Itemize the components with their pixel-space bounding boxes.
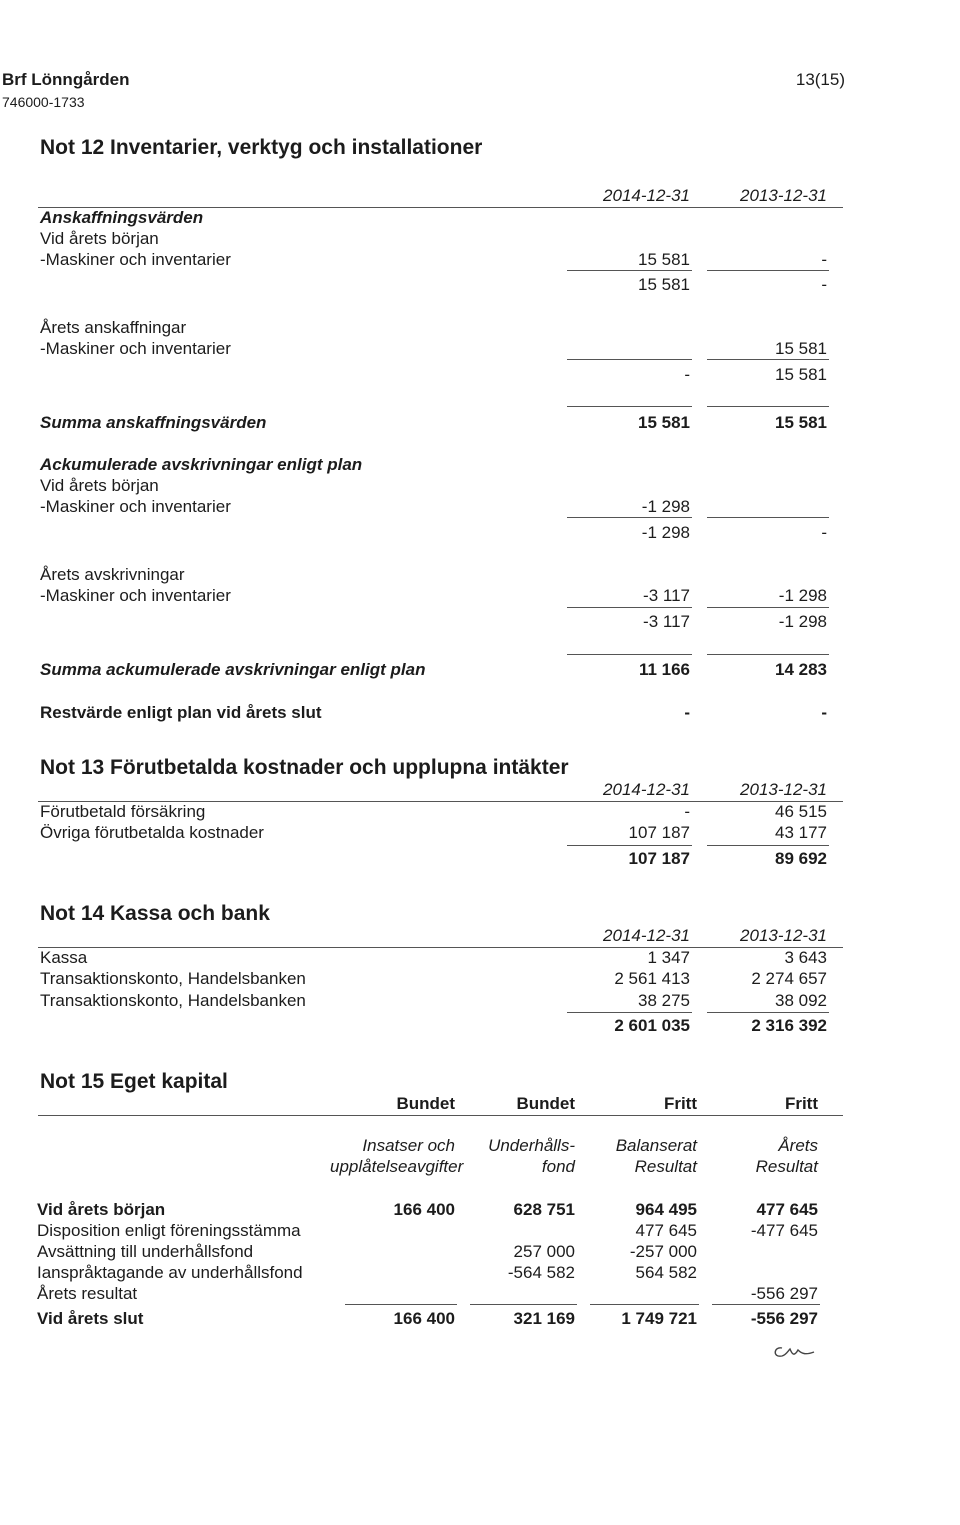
rule [567,359,692,360]
rule [345,1304,457,1305]
acquisition-heading: Anskaffningsvärden [40,208,204,227]
dep-year-sum-2014: -3 117 [643,612,690,631]
note14-row-label: Transaktionskonto, Handelsbanken [40,991,306,1010]
equity-cell: 321 169 [513,1309,575,1328]
depreciation-total-2013: 14 283 [775,660,827,679]
equity-col2-sub1: Underhålls- [488,1136,575,1155]
rule [707,1012,829,1013]
purchases-label: Årets anskaffningar [40,318,187,337]
note13-row-label: Förutbetald försäkring [40,802,206,821]
equity-cell: 166 400 [393,1309,455,1328]
equity-cell: -556 297 [750,1309,818,1328]
note14-row-2014: 1 347 [647,948,690,967]
equity-cell: 564 582 [635,1263,697,1282]
equity-cell: 166 400 [393,1200,455,1219]
depreciation-heading: Ackumulerade avskrivningar enligt plan [40,455,363,474]
dep-year-sum-2013: -1 298 [778,612,827,631]
purchases-machines-2013: 15 581 [775,339,827,358]
residual-value-label: Restvärde enligt plan vid årets slut [40,703,322,722]
note13-col1-header: 2014-12-31 [603,780,690,799]
note12-col2-header: 2013-12-31 [740,186,827,205]
rule [712,1304,820,1305]
rule [567,270,692,271]
acquisition-total-2013: 15 581 [775,413,827,432]
rule [567,607,692,608]
rule [567,1012,692,1013]
note13-col2-header: 2013-12-31 [740,780,827,799]
equity-cell: -556 297 [750,1284,818,1303]
note12-title: Not 12 Inventarier, verktyg och installationer [40,136,483,159]
note13-row-2014: 107 187 [628,823,690,842]
dep-start-label: Vid årets början [40,476,159,495]
acq-start-machines-2014: 15 581 [638,250,690,269]
equity-row-label: Ianspråktagande av underhållsfond [37,1263,303,1282]
acq-start-label: Vid årets början [40,229,159,248]
handwritten-initials [772,1342,816,1360]
note14-row-2013: 38 092 [775,991,827,1010]
equity-type-3: Fritt [663,1094,697,1113]
purchases-sum-2014: - [684,365,690,384]
equity-cell: -564 582 [507,1263,575,1282]
equity-row-label: Disposition enligt föreningsstämma [37,1221,301,1240]
note14-total-2014: 2 601 035 [614,1016,690,1035]
depreciation-total-2014: 11 166 [638,660,690,679]
acq-start-sum-2013: - [821,275,827,294]
dep-start-sum-2013: - [821,523,827,542]
note14-total-2013: 2 316 392 [751,1016,827,1035]
org-name: Brf Lönngården [2,70,130,89]
note14-title: Not 14 Kassa och bank [40,902,270,925]
residual-value-2013: - [821,703,827,722]
note13-row-2013: 46 515 [775,802,827,821]
dep-year-machines-2013: -1 298 [778,586,827,605]
equity-row-label: Avsättning till underhållsfond [37,1242,254,1261]
page-number: 13(15) [795,70,845,89]
equity-col4-sub1: Årets [778,1136,818,1155]
rule [707,845,829,846]
equity-col3-sub2: Resultat [634,1157,697,1176]
depreciation-total-label: Summa ackumulerade avskrivningar enligt plan [40,660,426,679]
acquisition-total-2014: 15 581 [638,413,690,432]
rule [590,1304,699,1305]
note13-title: Not 13 Förutbetalda kostnader och upplupna intäkter [40,756,569,779]
rule [567,517,692,518]
equity-cell: -257 000 [629,1242,697,1261]
note13-total-2013: 89 692 [775,849,827,868]
rule [707,517,829,518]
note15-title: Not 15 Eget kapital [40,1070,228,1093]
rule [567,654,692,655]
note13-row-label: Övriga förutbetalda kostnader [40,823,264,842]
rule [707,607,829,608]
note14-row-2014: 38 275 [638,991,690,1010]
purchases-machines-label: -Maskiner och inventarier [40,339,231,358]
purchases-sum-2013: 15 581 [775,365,827,384]
dep-start-machines-label: -Maskiner och inventarier [40,497,231,516]
note14-row-label: Transaktionskonto, Handelsbanken [40,969,306,988]
dep-year-machines-label: -Maskiner och inventarier [40,586,231,605]
equity-cell: -477 645 [750,1221,818,1240]
note15-header-rule [38,1115,843,1116]
rule [707,406,829,407]
equity-cell: 628 751 [513,1200,575,1219]
equity-type-4: Fritt [784,1094,818,1113]
equity-row-label: Vid årets slut [37,1309,144,1328]
acq-start-machines-2013: - [821,250,827,269]
acq-start-sum-2014: 15 581 [638,275,690,294]
equity-type-1: Bundet [396,1094,455,1113]
equity-row-label: Vid årets början [37,1200,166,1219]
acquisition-total-label: Summa anskaffningsvärden [40,413,267,432]
rule [567,845,692,846]
equity-row-label: Årets resultat [37,1284,138,1303]
rule [707,654,829,655]
equity-cell: 964 495 [635,1200,697,1219]
rule [470,1304,577,1305]
equity-col4-sub2: Resultat [755,1157,818,1176]
equity-col2-sub2: fond [541,1157,575,1176]
note12-col1-header: 2014-12-31 [603,186,690,205]
note14-col2-header: 2013-12-31 [740,926,827,945]
equity-col1-sub1: Insatser och [362,1136,455,1155]
dep-start-machines-2014: -1 298 [641,497,690,516]
note13-row-2014: - [684,802,690,821]
note14-row-2013: 3 643 [784,948,827,967]
rule [567,406,692,407]
note14-row-label: Kassa [40,948,88,967]
equity-cell: 257 000 [513,1242,575,1261]
dep-year-machines-2014: -3 117 [643,586,690,605]
rule [707,270,829,271]
note14-row-2014: 2 561 413 [614,969,690,988]
residual-value-2014: - [684,703,690,722]
equity-col3-sub1: Balanserat [615,1136,697,1155]
equity-col1-sub2: upplåtelseavgifter [330,1157,464,1176]
equity-type-2: Bundet [516,1094,575,1113]
rule [707,359,829,360]
equity-cell: 477 645 [635,1221,697,1240]
dep-start-sum-2014: -1 298 [641,523,690,542]
equity-cell: 1 749 721 [621,1309,697,1328]
note13-row-2013: 43 177 [775,823,827,842]
note13-total-2014: 107 187 [628,849,690,868]
note14-row-2013: 2 274 657 [751,969,827,988]
note14-col1-header: 2014-12-31 [603,926,690,945]
org-number: 746000-1733 [2,94,85,110]
equity-cell: 477 645 [756,1200,818,1219]
acq-start-machines-label: -Maskiner och inventarier [40,250,231,269]
dep-year-label: Årets avskrivningar [40,565,185,584]
